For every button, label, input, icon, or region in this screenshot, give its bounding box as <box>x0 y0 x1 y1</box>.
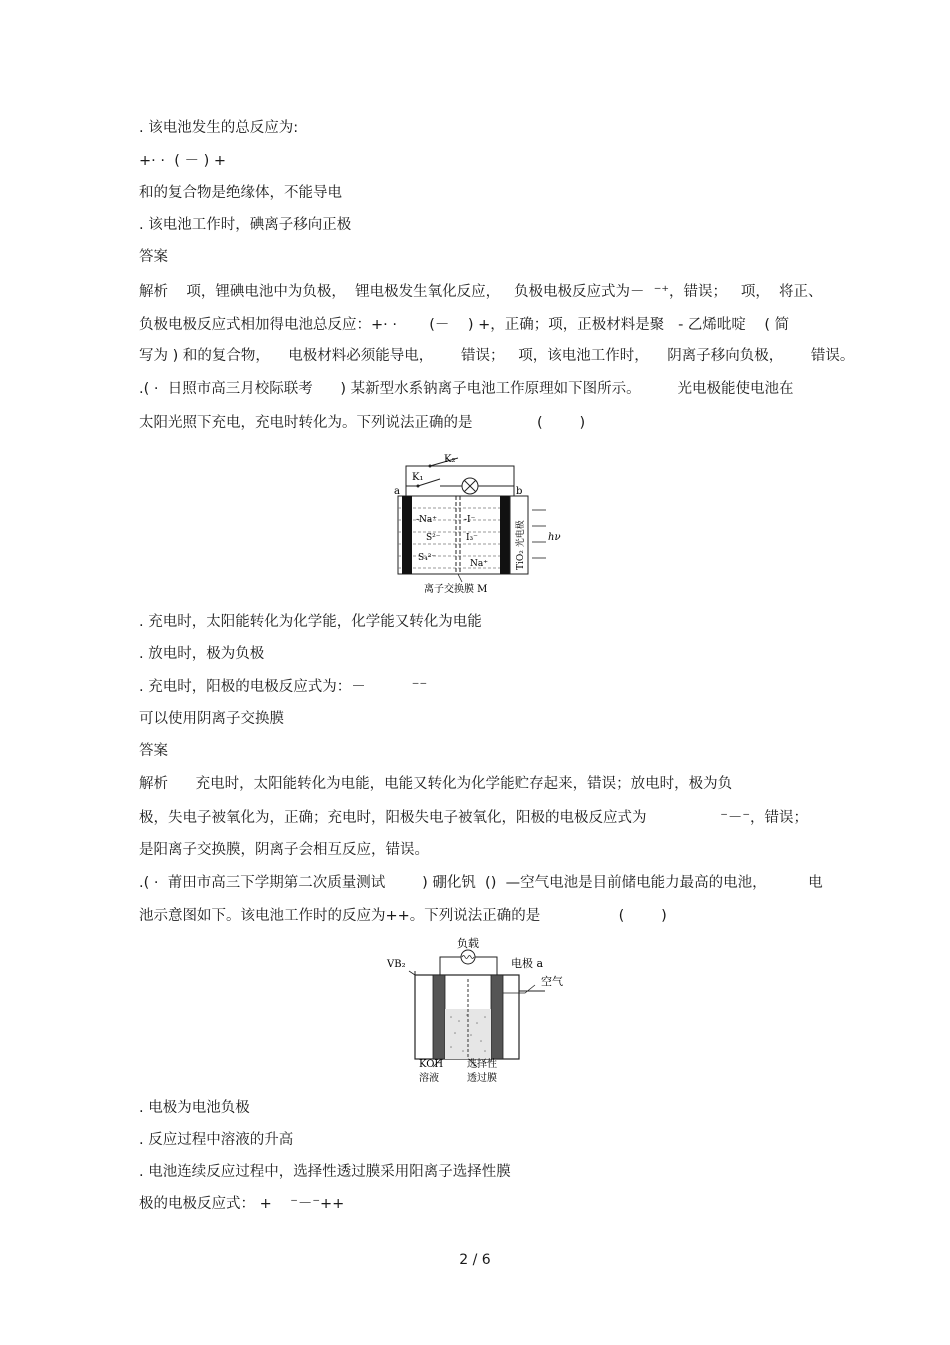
text-line: 解析 充电时，太阳能转化为电能，电能又转化为化学能贮存起来，错误；放电时，极为负 <box>139 776 733 792</box>
text-line: 池示意图如下。该电池工作时的反应为++。下列说法正确的是 ( ) <box>139 908 667 924</box>
text-line: . 反应过程中溶液的升高 <box>139 1132 294 1148</box>
label-air: 空气 <box>541 975 563 988</box>
label-vb2: VB₂ <box>387 959 406 970</box>
text-line: . 该电池发生的总反应为: <box>139 120 299 136</box>
electrode-a <box>402 496 412 574</box>
label-na-plus: -Na⁺ <box>416 515 438 525</box>
text-line: +· · ( － ) + <box>139 153 226 169</box>
label-selective: 选择性 <box>467 1059 497 1070</box>
electrode-a <box>491 975 503 1059</box>
text-line: 答案 <box>139 743 168 759</box>
text-line: 可以使用阴离子交换膜 <box>139 711 284 727</box>
label-membrane: 离子交换膜 M <box>424 584 488 595</box>
page-number: 2 / 6 <box>459 1252 491 1268</box>
label-k1: K₁ <box>412 472 424 483</box>
vb2-electrode <box>433 975 445 1059</box>
text-line: . 放电时，极为负极 <box>139 646 265 662</box>
text-line: . 该电池工作时，碘离子移向正极 <box>139 217 352 233</box>
label-solution: 溶液 <box>419 1073 439 1084</box>
text-line: 极的电极反应式： + ⁻－⁻++ <box>139 1196 345 1212</box>
text-line: 负极电极反应式相加得电池总反应：+· · (－ ) +，正确；项，正极材料是聚 - 乙烯吡啶 ( 简 <box>139 317 790 333</box>
label-electrode-a: 电极 a <box>511 957 544 970</box>
light-arrows <box>532 510 546 558</box>
text-line: . 充电时，太阳能转化为化学能，化学能又转化为电能 <box>139 614 482 630</box>
text-line: 是阳离子交换膜，阴离子会相互反应，错误。 <box>139 842 429 858</box>
text-line: 太阳光照下充电，充电时转化为。下列说法正确的是 ( ) <box>139 415 586 431</box>
label-membrane: 透过膜 <box>467 1073 497 1084</box>
text-line: .( · 莆田市高三下学期第二次质量测试 ) 硼化钒 () —空气电池是目前储电能力最高的电池， 电 <box>139 875 823 891</box>
label-s4: S₄²⁻ <box>418 553 437 563</box>
label-na-plus-right: Na⁺ <box>470 559 488 569</box>
label-i3: I₃⁻ <box>466 533 478 543</box>
text-line: . 充电时，阳极的电极反应式为：－ ⁻⁻ <box>139 679 428 695</box>
label-load: 负载 <box>457 937 479 950</box>
text-line: 和的复合物是绝缘体，不能导电 <box>139 185 342 201</box>
label-s2: S²⁻ <box>426 533 441 543</box>
label-photoelectrode: TiO₂ 光电极 <box>516 520 526 570</box>
label-a: a <box>394 486 400 497</box>
electrode-b <box>500 496 510 574</box>
text-line: 写为 ) 和的复合物， 电极材料必须能导电， 错误； 项，该电池工作时， 阴离子移向负极， 错误。 <box>139 348 855 364</box>
label-koh: KOH <box>419 1059 444 1070</box>
text-line: 解析 项，锂碘电池中为负极， 锂电极发生氧化反应， 负极电极反应式为－ ⁻⁺，错误； 项， 将正、 <box>139 284 823 300</box>
text-line: . 电池连续反应过程中，选择性透过膜采用阳离子选择性膜 <box>139 1164 511 1180</box>
label-k2: K₂ <box>444 454 456 465</box>
text-line: . 电极为电池负极 <box>139 1100 250 1116</box>
label-b: b <box>516 486 523 497</box>
sodium-battery-diagram <box>388 448 568 598</box>
text-line: .( · 日照市高三月校际联考 ) 某新型水系钠离子电池工作原理如下图所示。 光电极能使电池在 <box>139 381 794 397</box>
text-line: 答案 <box>139 249 168 265</box>
text-line: 极，失电子被氧化为，正确；充电时，阳极失电子被氧化，阳极的电极反应式为 ⁻－⁻，错误； <box>139 810 809 826</box>
label-hv: hν <box>548 532 561 543</box>
label-i-minus: -I⁻ <box>464 515 476 525</box>
vb2-air-battery-diagram <box>385 935 575 1085</box>
